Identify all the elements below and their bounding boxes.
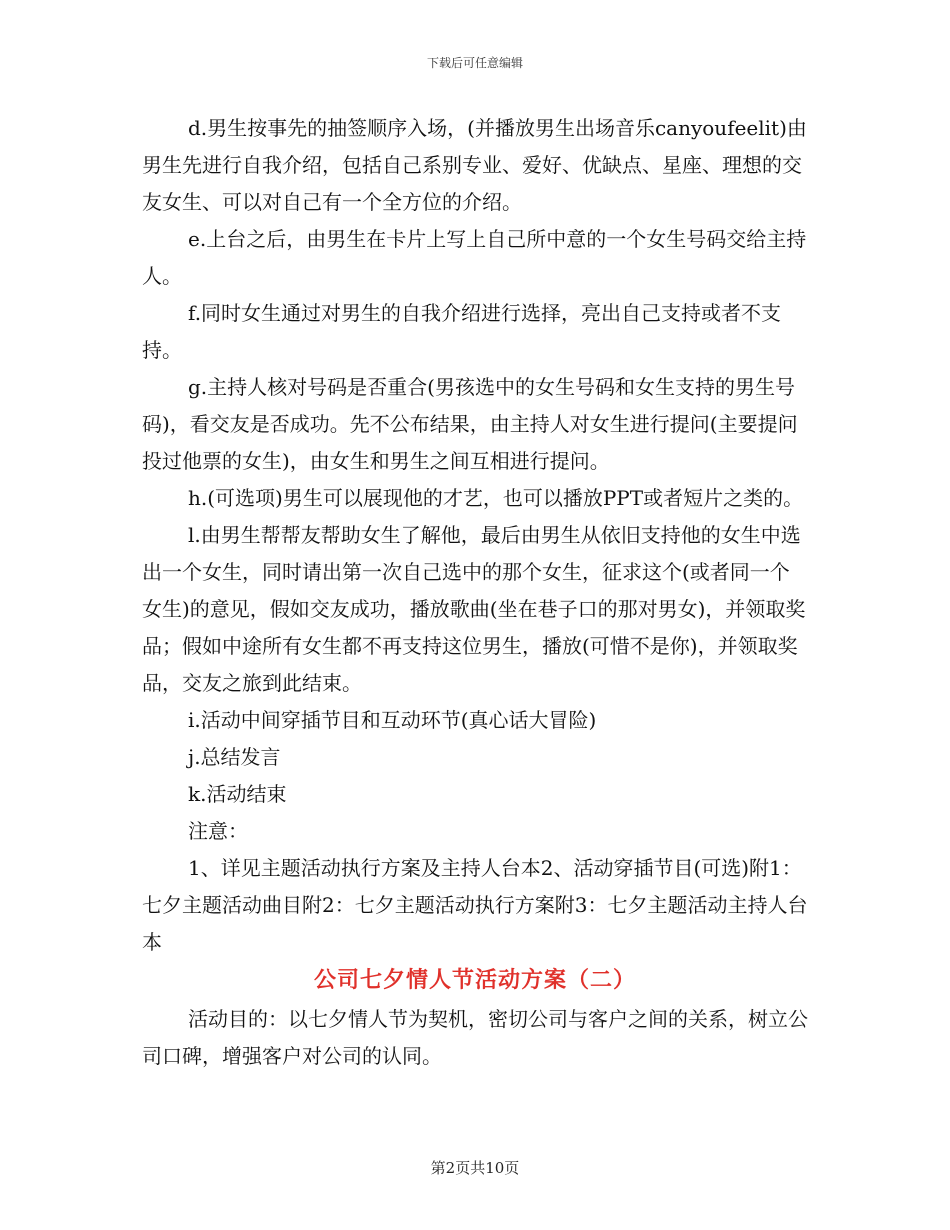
- paragraph-l: l.由男生帮帮友帮助女生了解他，最后由男生从依旧支持他的女生中选出一个女生，同时请出第一次自己选中的那个女生，征求这个(或者同一个女生)的意见，假如交友成功，播放歌曲(坐在巷子口的那对男女)，并领取奖品；假如中途所有女生都不再支持这位男生，播放(可惜不是你)，并领取奖品，交友之旅到此结束。: [142, 523, 806, 695]
- paragraph-f: f.同时女生通过对男生的自我介绍进行选择，亮出自己支持或者不支持。: [142, 301, 782, 362]
- note-label: 注意：: [188, 819, 248, 843]
- section-title: 公司七夕情人节活动方案（二）: [313, 968, 636, 993]
- page-number: 第2页共10页: [430, 1159, 520, 1177]
- paragraph-k: k.活动结束: [188, 782, 287, 806]
- paragraph-g: g.主持人核对号码是否重合(男孩选中的女生号码和女生支持的男生号码)，看交友是否成功。先不公布结果，由主持人对女生进行提问(主要提问投过他票的女生)，由女生和男生之间互相进行提问。: [142, 375, 798, 473]
- paragraph-j: j.总结发言: [188, 745, 281, 769]
- paragraph-h: h.(可选项)男生可以展现他的才艺，也可以播放PPT或者短片之类的。: [188, 486, 804, 510]
- paragraph-e: e.上台之后，由男生在卡片上写上自己所中意的一个女生号码交给主持人。: [142, 227, 807, 288]
- note-details: 1、详见主题活动执行方案及主持人台本2、活动穿插节目(可选)附1：七夕主题活动曲目附2：七夕主题活动执行方案附3：七夕主题活动主持人台本: [142, 856, 808, 954]
- activity-purpose: 活动目的：以七夕情人节为契机，密切公司与客户之间的关系，树立公司口碑，增强客户对公司的认同。: [142, 1007, 808, 1068]
- paragraph-i: i.活动中间穿插节目和互动环节(真心话大冒险): [188, 708, 597, 732]
- header-note: 下载后可任意编辑: [426, 56, 523, 70]
- document-body: [142, 110, 808, 1075]
- paragraph-d: d.男生按事先的抽签顺序入场，(并播放男生出场音乐canyoufeelit)由男生先进行自我介绍，包括自己系别专业、爱好、优缺点、星座、理想的交友女生、可以对自己有一个全方位的介绍。: [142, 116, 807, 214]
